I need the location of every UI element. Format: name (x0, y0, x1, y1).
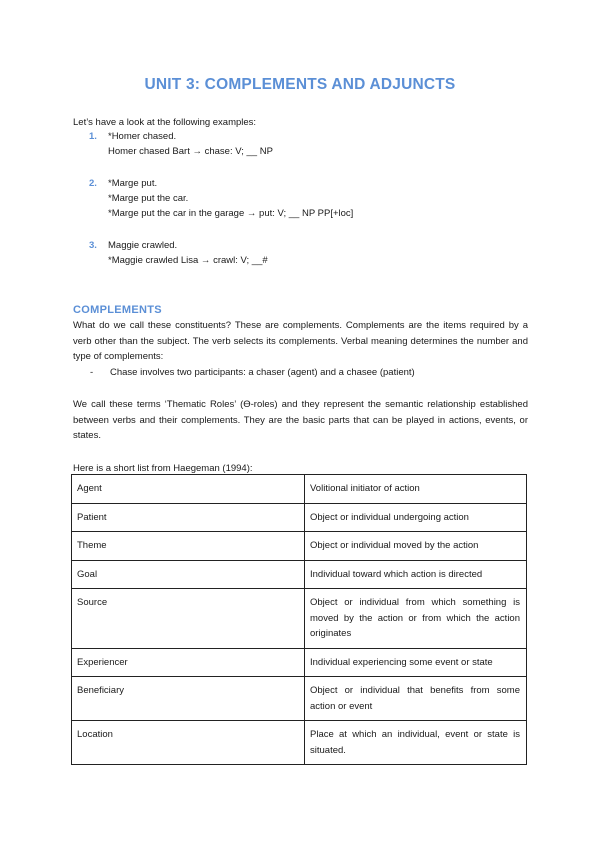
example-line: *Homer chased. (108, 131, 177, 142)
description-cell: Object or individual undergoing action (305, 503, 527, 532)
description-cell: Individual toward which action is directed (305, 560, 527, 589)
table-row (72, 475, 527, 504)
example-number: 2. (89, 178, 97, 189)
role-cell: Patient (72, 503, 305, 532)
description-cell: Place at which an individual, event or state is situated. (305, 721, 527, 765)
example-number: 1. (89, 131, 97, 142)
example-line: *Marge put. (108, 178, 158, 189)
bullet-dash: - (90, 367, 94, 378)
example-1 (89, 129, 273, 159)
description-cell: Volitional initiator of action (305, 475, 527, 504)
example-line: *Maggie crawled Lisa → crawl: V; __# (108, 255, 268, 266)
role-cell: Beneficiary (72, 677, 305, 721)
role-cell: Theme (72, 532, 305, 561)
description-cell: Object or individual moved by the action (305, 532, 527, 561)
section-heading: COMPLEMENTS (73, 304, 162, 316)
table-row (72, 648, 527, 677)
example-line: Maggie crawled. (108, 240, 178, 251)
paragraph-complements: What do we call these constituents? These are complements. Complements are the items required by a verb other than the subject. The verb selects its complements. Verbal meaning determines the number and type of complements: (73, 320, 528, 362)
paragraph-thematic-roles: We call these terms ‘Thematic Roles’ (Ɵ-roles) and they represent the semantic relationship established between verbs and their complements. They are the basic parts that can be played in actions, events, or states. (73, 399, 528, 441)
table-row (72, 532, 527, 561)
table-row (72, 721, 527, 765)
role-cell: Goal (72, 560, 305, 589)
table-row (72, 560, 527, 589)
table-row (72, 677, 527, 721)
role-cell: Location (72, 721, 305, 765)
description-cell: Individual experiencing some event or state (305, 648, 527, 677)
description-cell: Object or individual that benefits from some action or event (305, 677, 527, 721)
example-line: Homer chased Bart → chase: V; __ NP (108, 146, 273, 157)
intro-text: Let’s have a look at the following examples: (73, 117, 257, 128)
example-line: *Marge put the car. (108, 193, 189, 204)
description-cell: Object or individual from which something is moved by the action or from which the action originates (305, 589, 527, 649)
table-row (72, 503, 527, 532)
example-3 (89, 238, 268, 268)
bullet-item (90, 367, 415, 378)
role-cell: Experiencer (72, 648, 305, 677)
bullet-text: Chase involves two participants: a chaser (agent) and a chasee (patient) (110, 367, 415, 378)
table-caption: Here is a short list from Haegeman (1994): (73, 463, 253, 474)
thematic-roles-table (71, 474, 527, 765)
role-cell: Source (72, 589, 305, 649)
example-line: *Marge put the car in the garage → put: V; __ NP PP[+loc] (108, 208, 354, 219)
page-title: UNIT 3: COMPLEMENTS AND ADJUNCTS (144, 76, 456, 93)
example-2 (89, 176, 354, 221)
example-number: 3. (89, 240, 97, 251)
role-cell: Agent (72, 475, 305, 504)
table-row (72, 589, 527, 649)
